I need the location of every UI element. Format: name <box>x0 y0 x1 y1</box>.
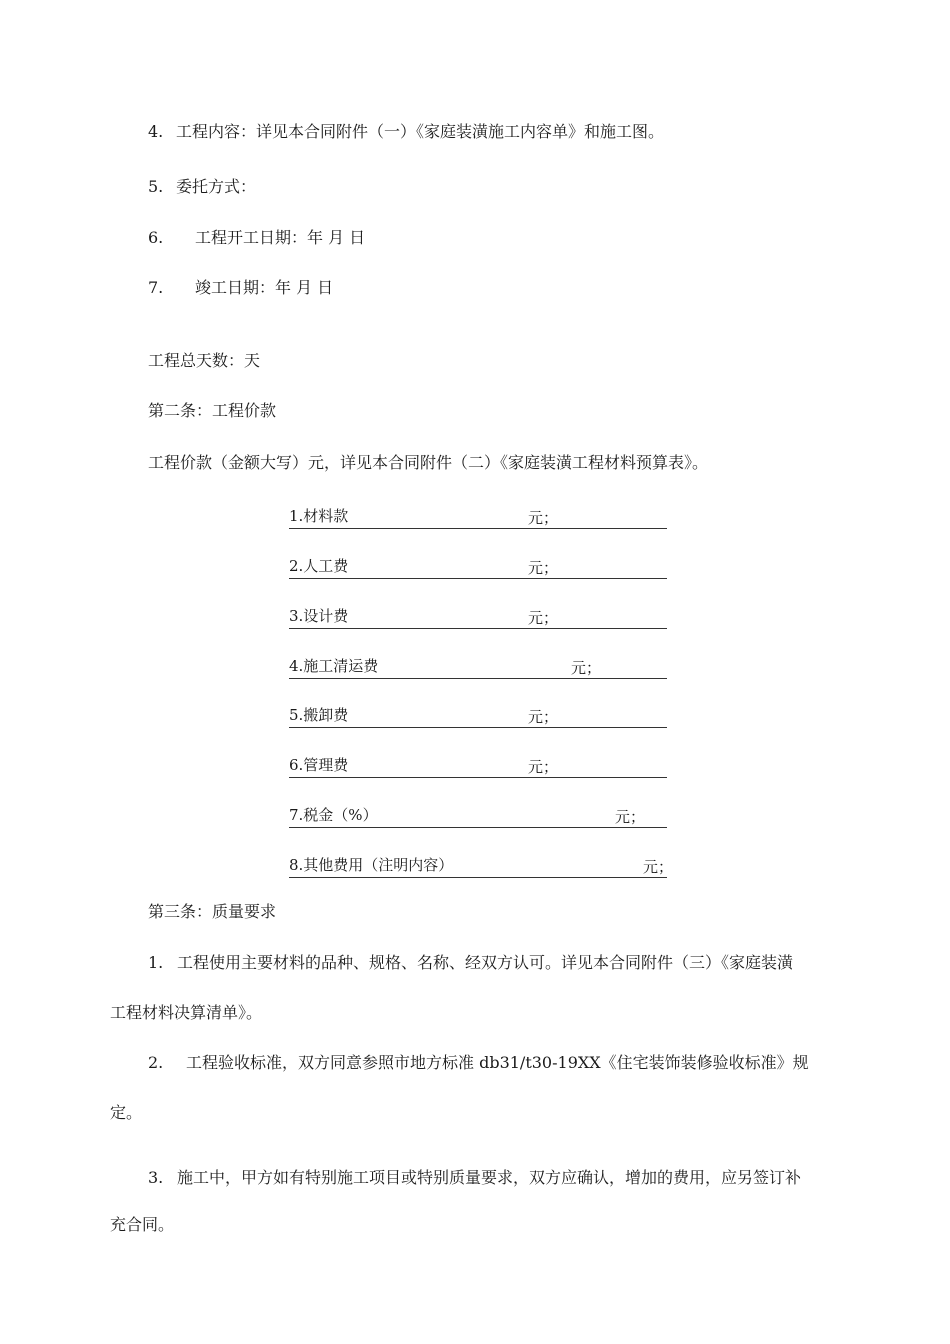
clause-text: 工程验收标准，双方同意参照市地方标准 db31/t30-19XX《住宅装饰装修验收标准》规 <box>186 1053 809 1072</box>
clause-3-line-2: 充合同。 <box>110 1215 175 1234</box>
clause-text: 施工中，甲方如有特别施工项目或特别质量要求，双方应确认，增加的费用，应另签订补 <box>177 1168 802 1187</box>
item-6 <box>148 228 365 248</box>
item-text: 委托方式： <box>176 177 257 196</box>
fee-label: 7.税金（%） <box>289 806 378 824</box>
article-2-intro: 工程价款（金额大写）元，详见本合同附件（二）《家庭装潢工程材料预算表》。 <box>148 453 709 472</box>
item-text: 工程开工日期：年 月 日 <box>195 228 366 247</box>
item-4 <box>148 122 664 142</box>
clause-3-line-1 <box>148 1168 801 1188</box>
item-7 <box>148 278 333 298</box>
fee-line <box>289 558 667 579</box>
fee-unit: 元； <box>571 659 602 677</box>
item-text: 竣工日期：年 月 日 <box>195 278 334 297</box>
fee-line <box>289 757 667 778</box>
fee-label: 5.搬卸费 <box>289 706 349 724</box>
fee-unit: 元； <box>528 758 559 776</box>
fee-label: 3.设计费 <box>289 607 349 625</box>
fee-label: 8.其他费用（注明内容） <box>289 856 454 874</box>
clause-text: 工程使用主要材料的品种、规格、名称、经双方认可。详见本合同附件（三）《家庭装潢 <box>177 953 794 972</box>
fee-label: 2.人工费 <box>289 557 349 575</box>
fee-line <box>289 608 667 629</box>
clause-1-line-2: 工程材料决算清单》。 <box>110 1003 263 1022</box>
clause-2-line-1 <box>148 1053 809 1073</box>
total-days: 工程总天数：天 <box>148 351 261 370</box>
clause-2-line-2: 定。 <box>110 1103 143 1122</box>
item-5 <box>148 177 256 197</box>
fee-line <box>289 508 667 529</box>
fee-unit: 元； <box>643 858 674 876</box>
item-text: 工程内容：详见本合同附件（一）《家庭装潢施工内容单》和施工图。 <box>176 122 665 141</box>
clause-number: 3. <box>148 1168 164 1187</box>
clause-number: 2. <box>148 1053 164 1072</box>
fee-line <box>289 807 667 828</box>
item-number: 7. <box>148 278 164 297</box>
fee-unit: 元； <box>528 559 559 577</box>
article-2-heading: 第二条：工程价款 <box>148 401 277 420</box>
fee-unit: 元； <box>528 609 559 627</box>
fee-line <box>289 856 674 878</box>
fee-unit: 元； <box>528 509 559 527</box>
item-number: 4. <box>148 122 164 141</box>
clause-1-line-1 <box>148 953 793 973</box>
fee-unit: 元； <box>528 708 559 726</box>
fee-unit: 元； <box>615 808 646 826</box>
fee-line <box>289 658 667 679</box>
item-number: 5. <box>148 177 164 196</box>
clause-number: 1. <box>148 953 164 972</box>
item-number: 6. <box>148 228 164 247</box>
fee-label: 4.施工清运费 <box>289 657 379 675</box>
article-3-heading: 第三条：质量要求 <box>148 902 277 921</box>
fee-label: 1.材料款 <box>289 507 349 525</box>
fee-label: 6.管理费 <box>289 756 349 774</box>
fee-line <box>289 707 667 728</box>
